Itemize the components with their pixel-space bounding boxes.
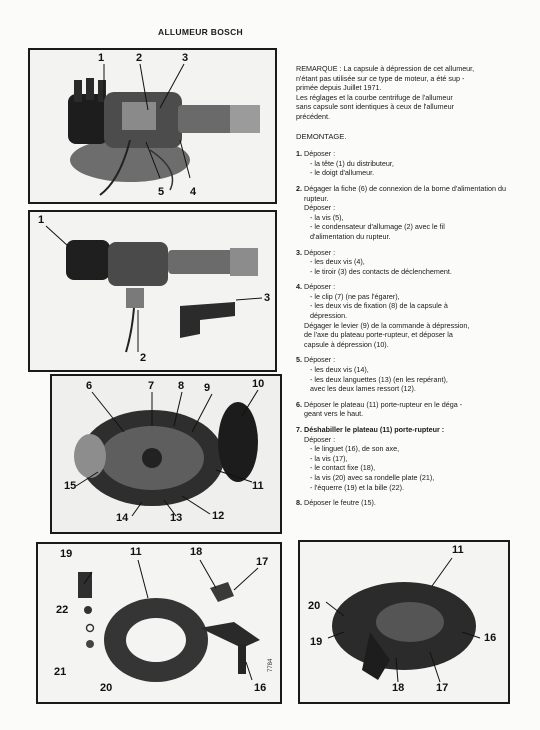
callout-label: 14 [116, 512, 129, 524]
callout-label: 11 [252, 480, 264, 492]
step-item [296, 498, 524, 508]
callout-label: 18 [392, 682, 405, 694]
callout-label: 1 [98, 52, 105, 64]
callout-label: 16 [484, 632, 497, 644]
remark-line: n'étant pas utilisée sur ce type de moteur, a été sup - [296, 73, 465, 83]
step-subitem: - les deux vis (14), [310, 365, 369, 375]
callout-label: 8 [178, 380, 185, 392]
text-column [296, 64, 524, 514]
step-lead: Déposer : [304, 282, 336, 292]
callout-label: 9 [204, 382, 211, 394]
callout-label: 19 [310, 636, 323, 648]
callout-label: 7 [148, 380, 155, 392]
step-subitem: d'alimentation du rupteur. [310, 231, 391, 241]
steps-list [296, 149, 524, 508]
step-item [296, 425, 524, 492]
callout-label: 16 [254, 682, 267, 694]
step-number: 2. [296, 183, 302, 193]
callout-label: 4 [190, 186, 197, 198]
step-note: Dégager le levier (9) de la commande à dépression, [304, 320, 470, 330]
step-item [296, 149, 524, 178]
step-lead: Dégager la fiche (6) de connexion de la borne d'alimentation du rupteur. [304, 183, 506, 203]
step-number: 7. [296, 425, 302, 434]
step-item [296, 282, 524, 349]
callout-label: 5 [158, 186, 165, 198]
figure-reference-number: 7784 [268, 658, 274, 672]
step-lead: Déposer le feutre (15). [304, 498, 376, 508]
step-lead: Déposer : [304, 149, 336, 159]
step-item [296, 248, 524, 277]
step-item [296, 184, 524, 242]
distributor-parts-photo [30, 212, 275, 370]
callout-label: 3 [264, 292, 271, 304]
step-note: Déposer : [304, 203, 336, 213]
plate-components-photo [38, 544, 280, 702]
step-lead: Déposer : [304, 355, 336, 365]
step-subitem: - la tête (1) du distributeur, [310, 158, 394, 168]
step-subitem: - le contact fixe (18), [310, 463, 376, 473]
callout-label: 6 [86, 380, 93, 392]
step-number: 3. [296, 247, 302, 257]
callout-label: 1 [38, 214, 45, 226]
callout-label: 3 [182, 52, 189, 64]
step-subitem: - le clip (7) (ne pas l'égarer), [310, 291, 400, 301]
figure-4-plate-components [36, 542, 282, 704]
distributor-photo [30, 50, 275, 202]
callout-label: 11 [130, 546, 142, 558]
callout-label: 11 [452, 544, 464, 556]
breaker-plate-photo [52, 376, 280, 532]
step-subitem: - la vis (17), [310, 453, 348, 463]
step-note: de l'axe du plateau porte-rupteur, et déposer la [304, 330, 453, 340]
remark-line: Les réglages et la courbe centrifuge de l'allumeur [296, 92, 453, 102]
step-number: 5. [296, 355, 302, 365]
step-number: 8. [296, 498, 302, 508]
step-subitem: - le tiroir (3) des contacts de déclenchement. [310, 266, 452, 276]
step-note: geant vers le haut. [304, 409, 364, 419]
step-lead: Déposer : [304, 247, 336, 257]
callout-label: 2 [140, 352, 147, 364]
step-subitem: - l'équerre (19) et la bille (22). [310, 482, 405, 492]
step-subitem: - la vis (20) avec sa rondelle plate (21), [310, 472, 435, 482]
callout-label: 15 [64, 480, 77, 492]
page-title: ALLUMEUR BOSCH [158, 27, 243, 37]
callout-label: 21 [54, 666, 67, 678]
step-note: Déposer : [304, 434, 336, 444]
figure-3-breaker-plate [50, 374, 282, 534]
step-note: capsule à dépression (10). [304, 339, 389, 349]
step-lead: Déposer le plateau (11) porte-rupteur en le déga - [304, 399, 463, 409]
step-subitem: avec les deux lames ressort (12). [310, 384, 416, 394]
step-subitem: - les deux vis de fixation (8) de la capsule à [310, 301, 448, 311]
callout-label: 13 [170, 512, 183, 524]
callout-label: 18 [190, 546, 203, 558]
callout-label: 10 [252, 378, 265, 390]
step-subitem: dépression. [310, 311, 348, 321]
step-item [296, 355, 524, 393]
callout-label: 20 [100, 682, 113, 694]
callout-label: 17 [436, 682, 449, 694]
step-lead: Déshabiller le plateau (11) porte-rupteur : [304, 425, 445, 434]
remark-block [296, 64, 524, 122]
step-subitem: - le doigt d'allumeur. [310, 168, 375, 178]
step-number: 6. [296, 399, 302, 409]
remark-line: REMARQUE : La capsule à dépression de cet allumeur, [296, 64, 475, 73]
step-number: 4. [296, 282, 302, 292]
figure-2-distributor-parts [28, 210, 277, 372]
callout-label: 2 [136, 52, 143, 64]
callout-label: 22 [56, 604, 69, 616]
remark-line: précédent. [296, 111, 330, 121]
figure-1-distributor [28, 48, 277, 204]
callout-label: 19 [60, 548, 73, 560]
step-subitem: - le condensateur d'allumage (2) avec le fil [310, 222, 445, 232]
figure-5-assembled-plate [298, 540, 510, 704]
callout-label: 17 [256, 556, 269, 568]
step-subitem: - les deux languettes (13) (en les repérant), [310, 374, 448, 384]
assembled-plate-photo [300, 542, 508, 702]
step-item [296, 400, 524, 419]
step-subitem: - la vis (5), [310, 212, 344, 222]
step-subitem: - les deux vis (4), [310, 257, 365, 267]
callout-label: 12 [212, 510, 225, 522]
section-title: DEMONTAGE. [296, 131, 347, 141]
remark-line: sans capsule sont identiques à ceux de l'allumeur [296, 102, 454, 112]
step-number: 1. [296, 149, 302, 159]
step-subitem: - le linguet (16), de son axe, [310, 444, 400, 454]
callout-label: 20 [308, 600, 321, 612]
remark-line: primée depuis Juillet 1971. [296, 83, 382, 93]
